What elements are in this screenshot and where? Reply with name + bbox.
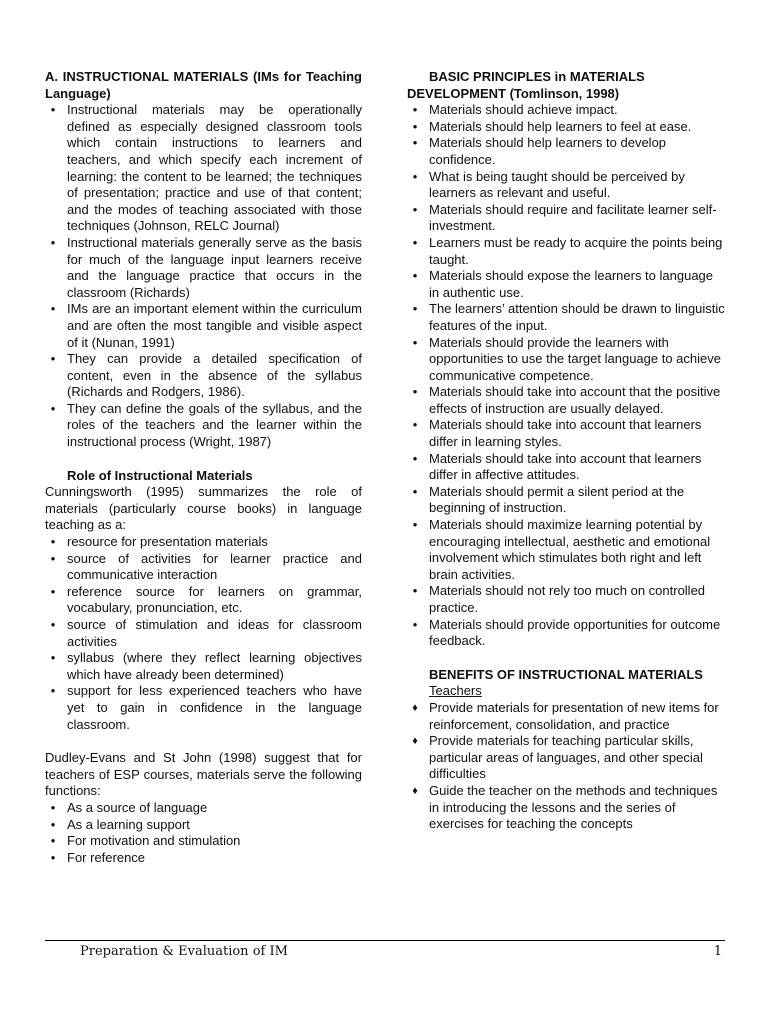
dudley-intro: Dudley-Evans and St John (1998) suggest that for teachers of ESP courses, materials serve the following functions: <box>45 750 362 799</box>
list-item: • syllabus (where they reflect learning objectives which have already been determined) <box>45 650 362 683</box>
benefits-list <box>407 700 725 833</box>
section-a-list <box>45 102 362 450</box>
list-item: ♦ Guide the teacher on the methods and techniques in introducing the lessons and the series of exercises for teaching the concepts <box>407 783 725 833</box>
benefits-title: BENEFITS OF INSTRUCTIONAL MATERIALS <box>429 666 703 682</box>
list-item: • Materials should provide opportunities for outcome feedback. <box>407 617 725 650</box>
list-item: • resource for presentation materials <box>45 534 362 551</box>
list-item: • As a source of language <box>45 800 362 817</box>
dudley-list <box>45 800 362 866</box>
list-item: • Materials should take into account that the positive effects of instruction are usually delayed. <box>407 384 725 417</box>
list-item: • For reference <box>45 850 362 867</box>
list-item: • Materials should not rely too much on controlled practice. <box>407 583 725 616</box>
list-item: • Materials should expose the learners to language in authentic use. <box>407 268 725 301</box>
list-item: • Materials should take into account that learners differ in affective attitudes. <box>407 451 725 484</box>
list-item: • As a learning support <box>45 817 362 834</box>
list-item: • Materials should maximize learning potential by encouraging intellectual, aesthetic and emotional involvement which stimulates both right and left brain activities. <box>407 517 725 583</box>
list-item: • Materials should take into account that learners differ in learning styles. <box>407 417 725 450</box>
list-item: • What is being taught should be perceived by learners as relevant and useful. <box>407 169 725 202</box>
list-item: • Materials should achieve impact. <box>407 102 725 119</box>
list-item: • source of stimulation and ideas for classroom activities <box>45 617 362 650</box>
list-item: ♦ Provide materials for teaching particular skills, particular areas of languages, and other special difficulties <box>407 733 725 783</box>
footer-title: Preparation & Evaluation of IM <box>80 944 288 959</box>
list-item: • Materials should help learners to feel at ease. <box>407 119 725 136</box>
role-list <box>45 534 362 733</box>
list-item: • They can provide a detailed specification of content, even in the absence of the syllabus (Richards and Rodgers, 1986). <box>45 351 362 401</box>
list-item: • Materials should require and facilitate learner self-investment. <box>407 202 725 235</box>
list-item: • Materials should help learners to develop confidence. <box>407 135 725 168</box>
list-item: • The learners’ attention should be drawn to linguistic features of the input. <box>407 301 725 334</box>
list-item: • For motivation and stimulation <box>45 833 362 850</box>
list-item: • Materials should provide the learners with opportunities to use the target language to achieve communicative competence. <box>407 335 725 385</box>
page-number: 1 <box>713 944 722 959</box>
list-item: • support for less experienced teachers who have yet to gain in confidence in the language classroom. <box>45 683 362 733</box>
list-item: • Materials should permit a silent period at the beginning of instruction. <box>407 484 725 517</box>
footer-divider <box>45 940 725 941</box>
principles-list <box>407 102 725 650</box>
list-item: • reference source for learners on grammar, vocabulary, pronunciation, etc. <box>45 584 362 617</box>
list-item: • source of activities for learner practice and communicative interaction <box>45 551 362 584</box>
list-item: ♦ Provide materials for presentation of new items for reinforcement, consolidation, and practice <box>407 700 725 733</box>
list-item: • IMs are an important element within the curriculum and are often the most tangible and visible aspect of it (Nunan, 1991) <box>45 301 362 351</box>
principles-title: BASIC PRINCIPLES in MATERIALS DEVELOPMENT (Tomlinson, 1998) <box>407 69 645 101</box>
benefits-subtitle: Teachers <box>429 683 482 699</box>
list-item: • Instructional materials generally serve as the basis for much of the language input learners receive and the language practice that occurs in the classroom (Richards) <box>45 235 362 301</box>
list-item: • Instructional materials may be operationally defined as especially designed classroom tools which contain instructions to learners and teachers, and which specify each increment of learning: the content to be learned; the techniques of presentation; practice and use of that content; and the modes of teaching associated with those techniques (Johnson, RELC Journal) <box>45 102 362 235</box>
left-column <box>45 69 362 866</box>
role-intro: Cunningsworth (1995) summarizes the role of materials (particularly course books) in language teaching as a: <box>45 484 362 533</box>
list-item: • Learners must be ready to acquire the points being taught. <box>407 235 725 268</box>
section-a-title: A. INSTRUCTIONAL MATERIALS (IMs for Teaching Language) <box>45 69 362 101</box>
role-title: Role of Instructional Materials <box>67 467 253 483</box>
right-column <box>407 69 725 833</box>
list-item: • They can define the goals of the syllabus, and the roles of the teachers and the learner within the instructional process (Wright, 1987) <box>45 401 362 451</box>
